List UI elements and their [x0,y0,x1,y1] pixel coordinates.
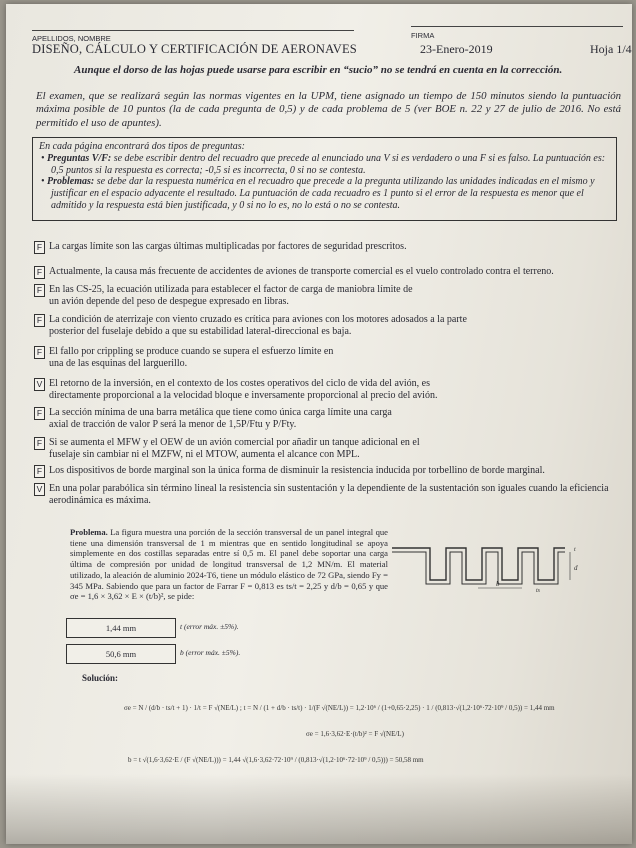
question-text: Si se aumenta el MFW y el OEW de un avión comercial por añadir un tanque adicional en el fuselaje sin cambiar ni el MZFW, ni el MTOW, aumenta el alcance con MPL. [49,437,420,460]
solution-formula-3: b = t √(1,6·3,62·E / (F √(NE/L))) = 1,44 √(1,6·3,62·72·10⁹ / (0,813·√(1,2·10⁶·72·10⁹ / 0,5))) = 50,58 mm [128,756,424,764]
answer-box[interactable]: F [34,241,45,254]
intro-paragraph: El examen, que se realizará según las normas vigentes en la UPM, tiene asignado un tiempo de 150 minutos siendo la puntuación máxima posible de 10 puntos (la de cada pregunta de 0,5) y de cada problema de 5 (ver BOE n. 22 y 27 de julio de 2016. No está permitido el uso de apuntes). [36,90,621,129]
answer-box[interactable]: F [34,465,45,478]
solution-formula-2: σe = 1,6·3,62·E·(t/b)² = F √(NE/L) [306,730,404,738]
question-text: La condición de aterrizaje con viento cruzado es crítica para aviones con los motores adosados a la parte posterior del fuselaje debido a que su estabilidad lateral-direccional es baja. [49,314,467,337]
answer-b-box[interactable]: 50,6 mm [66,644,176,664]
answer-box[interactable]: F [34,266,45,279]
label-d: d [574,564,578,572]
question-6 [34,378,614,401]
answer-box[interactable]: F [34,284,45,297]
question-text: Los dispositivos de borde marginal son la única forma de disminuir la resistencia inducida por torbellino de borde marginal. [49,465,545,476]
question-text: El fallo por crippling se produce cuando se supera el esfuerzo límite en una de las esquinas del larguerillo. [49,346,334,369]
question-text: La cargas límite son las cargas últimas multiplicadas por factores de seguridad prescritos. [49,241,407,252]
answer-box[interactable]: F [34,437,45,450]
question-9 [34,465,614,478]
question-7 [34,407,614,430]
signature-line [411,26,623,27]
problem-statement: Problema. La figura muestra una porción de la sección transversal de un panel integral que tiene una dimensión transversal de 1 m mientras que en sentido longitudinal se apoya simplemente en dos costillas separadas entre sí 0,5 m. El panel debe soportar una carga última de compresión por unidad de longitud transversal de 1,2 MN/m. El material utilizado, la aleación de aluminio 2024-T6, tiene un módulo elástico de 72 GPa, siendo Fy = 345 MPa. Sabiendo que para un factor de Farrar F = 0,813 es ts/t = 2,25 y d/b = 0,65 y que σe = 1,6 × 3,62 × E × (t/b)², se pide: [70,527,388,602]
label-b: b [496,580,500,588]
signature-label: FIRMA [411,31,435,40]
answer-box[interactable]: F [34,346,45,359]
course-title: DISEÑO, CÁLCULO Y CERTIFICACIÓN DE AERONAVES [32,42,357,56]
answer-t-box[interactable]: 1,44 mm [66,618,176,638]
answer-t-note: t (error máx. ±5%). [180,622,239,631]
question-text: En una polar parabólica sin término lineal la resistencia sin sustentación y la dependiente de la sustentación son iguales cuando la eficiencia aerodinámica es máxima. [49,483,609,506]
answer-box[interactable]: F [34,407,45,420]
name-label: APELLIDOS, NOMBRE [32,34,111,43]
name-line [32,30,354,31]
question-text: La sección mínima de una barra metálica que tiene como única carga límite una carga axial de tracción de valor P será la menor de 1,5P/Ftu y P/Fty. [49,407,392,430]
question-2 [34,266,614,279]
question-3 [34,284,614,307]
label-t: t [574,547,576,553]
instructions-problems: • Problemas: se debe dar la respuesta numérica en el recuadro que precede a la pregunta utilizando las unidades indicadas en el mismo y justificar en el espacio adyacente el resultado. La puntuación de cada recuadro es 1 punto si el error de la respuesta es menor que el admitido y la respuesta está bien justificada, y 0 si no lo es, no lo está o no se contesta. [41,176,595,211]
panel-cross-section-figure [390,536,590,598]
page-number: Hoja 1/4 [590,42,632,56]
exam-sheet [6,4,632,844]
question-4 [34,314,614,337]
instructions-vf: • Preguntas V/F: se debe escribir dentro del recuadro que precede al enunciado una V si es verdadero o una F si es falso. La puntuación es: 0,5 puntos si la respuesta es correcta; -0,5 si es incorrecta, 0 si no se contesta. [41,152,606,176]
question-text: En las CS-25, la ecuación utilizada para establecer el factor de carga de maniobra límite de un avión depende del peso de despegue expresado en libras. [49,284,413,307]
photo-shadow [6,774,632,844]
question-1 [34,241,614,254]
answer-box[interactable]: V [34,378,45,391]
instructions-heading: En cada página encontrará dos tipos de preguntas: [39,141,246,152]
label-ts: ts [536,588,541,594]
answer-box[interactable]: F [34,314,45,327]
answer-box[interactable]: V [34,483,45,496]
notice: Aunque el dorso de las hojas puede usarse para escribir en “sucio” no se tendrá en cuenta en la corrección. [74,64,563,76]
question-5 [34,346,614,369]
exam-date: 23-Enero-2019 [420,42,493,56]
solution-title: Solución: [82,673,119,683]
answer-b-note: b (error máx. ±5%). [180,648,241,657]
question-10 [34,483,614,506]
question-text: El retorno de la inversión, en el contexto de los costes operativos del ciclo de vida del avión, es directamente proporcional a la velocidad bloque e inversamente proporcional al precio del avión. [49,378,438,401]
question-8 [34,437,614,460]
question-text: Actualmente, la causa más frecuente de accidentes de aviones de transporte comercial es el vuelo controlado contra el terreno. [49,266,554,277]
solution-formula-1: σe = N / (d/b · ts/t + 1) · 1/t = F √(NE/L) ; t = N / (1 + d/b · ts/t) · 1/(F √(NE/L)) = 1,2·10⁶ / (1+0,65·2,25) · 1 / (0,813·√(1,2·10⁶·72·10⁹ / 0,5)) = 1,44 mm [124,704,555,712]
instructions-box [32,137,617,221]
